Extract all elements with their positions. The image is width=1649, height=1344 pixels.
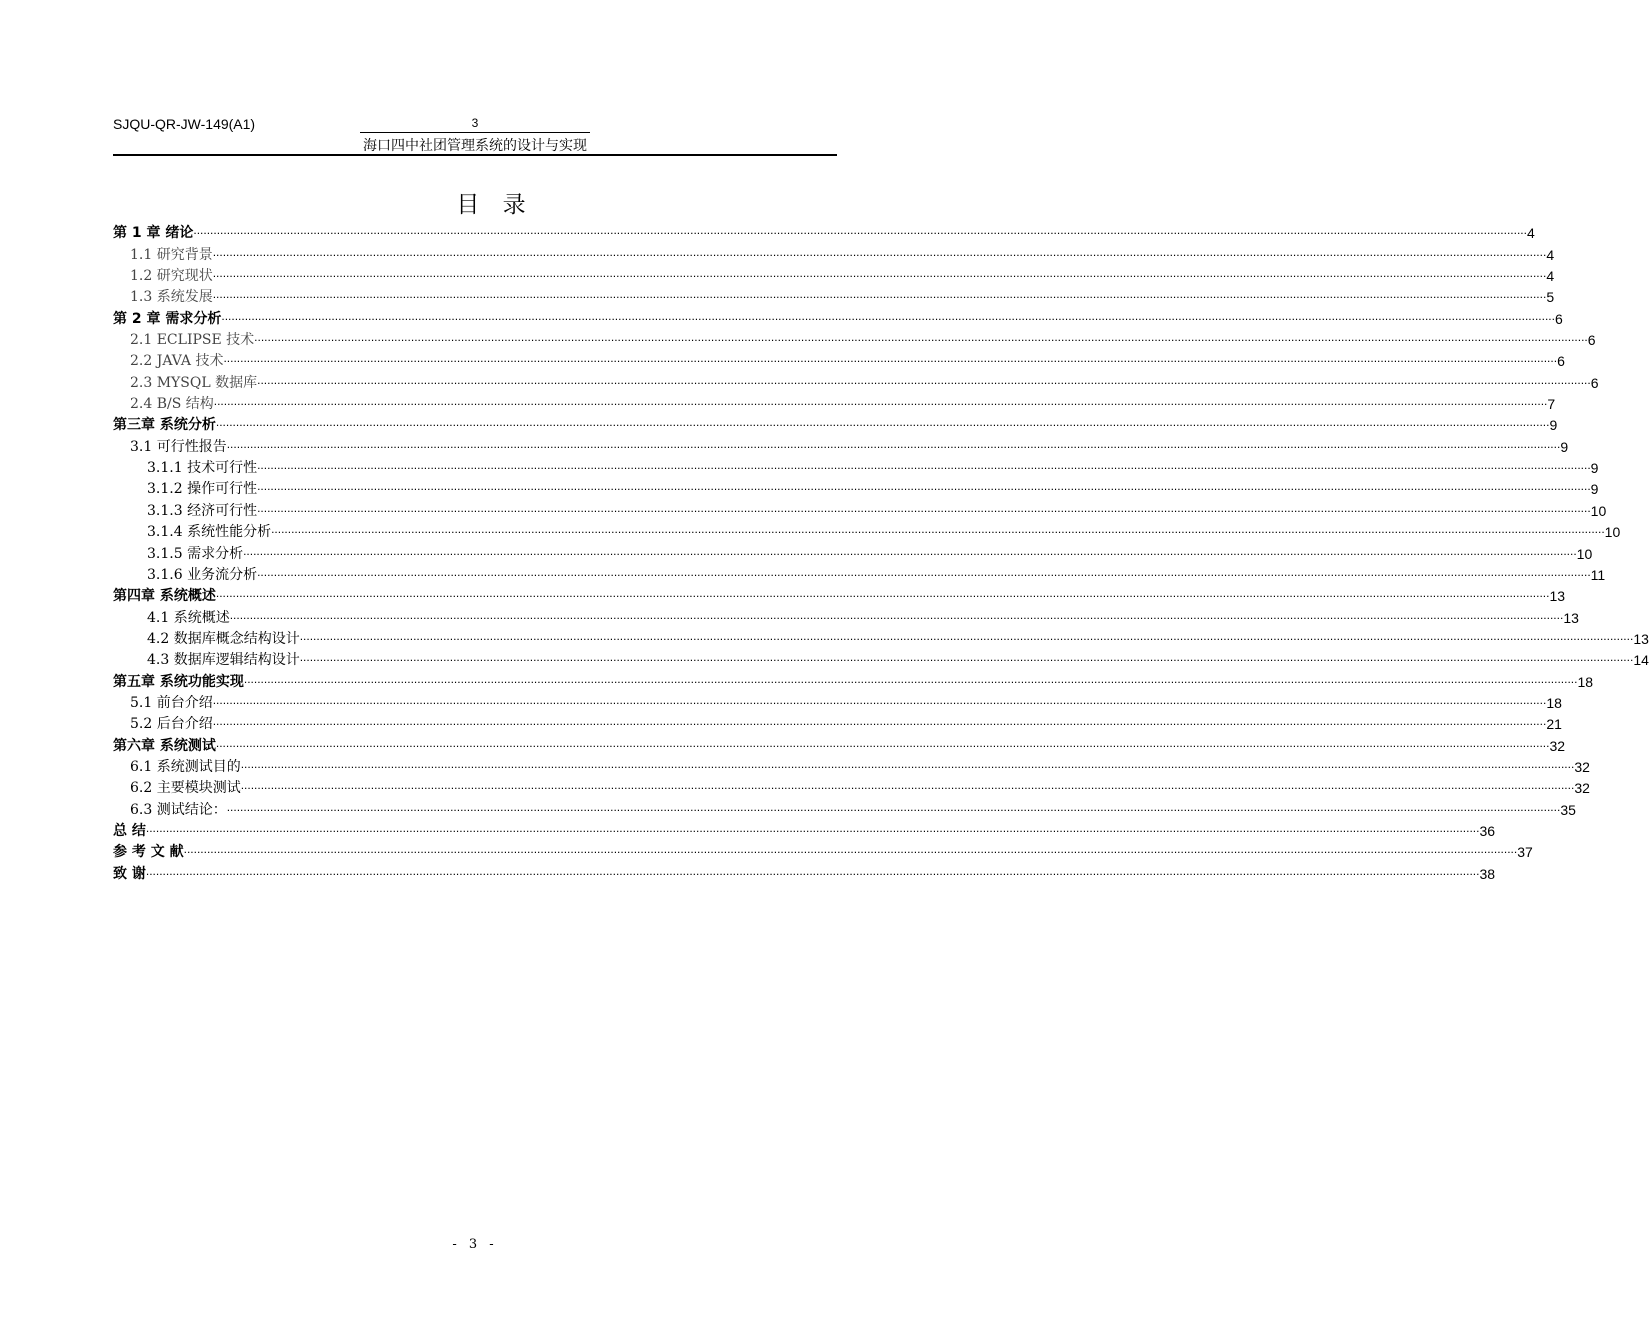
toc-entry-page: 13 (1633, 630, 1649, 647)
toc-dot-leader: ................................................................................................................................................................................................................................................................................................................................................................................................................ (226, 799, 1561, 814)
toc-dot-leader: ................................................................................................................................................................................................................................................................................................................................................................................................................ (213, 394, 1548, 409)
toc-entry-label: 第六章 系统测试 (113, 737, 216, 754)
toc-dot-leader: ................................................................................................................................................................................................................................................................................................................................................................................................................ (212, 287, 1547, 302)
toc-dot-leader: ................................................................................................................................................................................................................................................................................................................................................................................................................ (299, 650, 1634, 665)
toc-entry-page: 13 (1563, 609, 1579, 626)
toc-entry-label: 3.1.1 技术可行性 (147, 460, 258, 477)
toc-entry[interactable] (113, 563, 1606, 584)
toc-entry-page: 5 (1546, 289, 1555, 306)
toc-entry-label: 第 1 章 绪论 (113, 225, 194, 242)
header-page-number: 3 (471, 116, 479, 130)
toc-entry-page: 18 (1546, 694, 1562, 711)
toc-entry-label: 1.1 研究背景 (130, 246, 213, 263)
toc-entry[interactable] (113, 861, 1496, 882)
toc-entry-label: 致 谢 (113, 865, 146, 882)
toc-dot-leader: ................................................................................................................................................................................................................................................................................................................................................................................................................ (215, 735, 1550, 750)
toc-dot-leader: ................................................................................................................................................................................................................................................................................................................................................................................................................ (257, 372, 1591, 387)
thesis-title: 海口四中社团管理系统的设计与实现 (363, 138, 587, 154)
toc-entry-page: 32 (1574, 780, 1590, 797)
toc-entry[interactable] (113, 264, 1555, 285)
toc-entry-label: 2.3 MYSQL 数据库 (130, 374, 258, 391)
toc-entry-label: 3.1.4 系统性能分析 (147, 524, 272, 541)
toc-entry[interactable] (113, 328, 1596, 349)
toc-entry-page: 9 (1549, 417, 1558, 434)
toc-entry-page: 37 (1517, 844, 1533, 861)
toc-dot-leader: ................................................................................................................................................................................................................................................................................................................................................................................................................ (254, 330, 1588, 345)
toc-entry-page: 6 (1590, 374, 1599, 391)
toc-dot-leader: ................................................................................................................................................................................................................................................................................................................................................................................................................ (257, 458, 1591, 473)
toc-entry-label: 参 考 文 献 (113, 844, 184, 861)
toc-entry-label: 4.2 数据库概念结构设计 (147, 630, 300, 647)
toc-entry[interactable] (113, 520, 1621, 541)
toc-dot-leader: ................................................................................................................................................................................................................................................................................................................................................................................................................ (229, 607, 1564, 622)
toc-entry-page: 38 (1479, 865, 1496, 882)
toc-dot-leader: ................................................................................................................................................................................................................................................................................................................................................................................................................ (257, 500, 1591, 515)
toc-entry-page: 32 (1549, 737, 1566, 754)
toc-entry[interactable] (113, 755, 1590, 776)
toc-dot-leader: ................................................................................................................................................................................................................................................................................................................................................................................................................ (145, 863, 1480, 878)
toc-entry-page: 36 (1479, 822, 1496, 839)
toc-entry-label: 4.3 数据库逻辑结构设计 (147, 652, 300, 669)
toc-entry[interactable] (113, 306, 1563, 327)
toc-dot-leader: ................................................................................................................................................................................................................................................................................................................................................................................................................ (299, 628, 1634, 643)
footer-page-number: - 3 - (452, 1237, 498, 1252)
toc-entry[interactable] (113, 797, 1576, 818)
toc-entry[interactable] (113, 221, 1535, 242)
toc-entry-page: 4 (1526, 225, 1535, 242)
toc-entry-page: 4 (1546, 268, 1555, 285)
toc-dot-leader: ................................................................................................................................................................................................................................................................................................................................................................................................................ (226, 436, 1561, 451)
header-short-rule (360, 132, 590, 133)
toc-dot-leader: ................................................................................................................................................................................................................................................................................................................................................................................................................ (212, 244, 1547, 259)
toc-entry-page: 7 (1547, 396, 1556, 413)
toc-entry-page: 13 (1549, 588, 1566, 605)
toc-entry-label: 总 结 (113, 822, 146, 839)
document-code: SJQU-QR-JW-149(A1) (113, 116, 256, 132)
toc-entry-label: 1.2 研究现状 (130, 268, 213, 285)
table-of-contents (113, 221, 1649, 883)
toc-entry[interactable] (113, 840, 1533, 861)
toc-dot-leader: ................................................................................................................................................................................................................................................................................................................................................................................................................ (257, 479, 1591, 494)
toc-entry[interactable] (113, 285, 1555, 306)
toc-entry[interactable] (113, 712, 1562, 733)
toc-dot-leader: ................................................................................................................................................................................................................................................................................................................................................................................................................ (240, 756, 1575, 771)
toc-entry-label: 第三章 系统分析 (113, 417, 216, 434)
toc-entry[interactable] (113, 413, 1558, 434)
toc-entry-page: 10 (1576, 545, 1593, 562)
toc-entry-page: 11 (1590, 566, 1606, 583)
toc-entry[interactable] (113, 370, 1599, 391)
toc-entry-page: 32 (1574, 758, 1590, 775)
toc-entry[interactable] (113, 456, 1599, 477)
toc-entry-page: 14 (1633, 652, 1649, 669)
toc-dot-leader: ................................................................................................................................................................................................................................................................................................................................................................................................................ (243, 543, 1577, 558)
toc-entry-label: 3.1.3 经济可行性 (147, 502, 258, 519)
toc-entry-label: 6.2 主要模块测试 (130, 780, 241, 797)
toc-entry[interactable] (113, 584, 1566, 605)
toc-entry[interactable] (113, 242, 1555, 263)
toc-dot-leader: ................................................................................................................................................................................................................................................................................................................................................................................................................ (212, 692, 1547, 707)
header-rule (113, 154, 837, 156)
toc-dot-leader: ................................................................................................................................................................................................................................................................................................................................................................................................................ (215, 586, 1550, 601)
toc-dot-leader: ................................................................................................................................................................................................................................................................................................................................................................................................................ (215, 415, 1550, 430)
toc-entry[interactable] (113, 434, 1569, 455)
toc-entry-label: 3.1 可行性报告 (130, 438, 227, 455)
toc-entry-page: 10 (1590, 502, 1607, 519)
toc-dot-leader: ................................................................................................................................................................................................................................................................................................................................................................................................................ (240, 778, 1575, 793)
toc-entry[interactable] (113, 819, 1496, 840)
toc-dot-leader: ................................................................................................................................................................................................................................................................................................................................................................................................................ (271, 522, 1605, 537)
toc-entry-page: 21 (1546, 716, 1562, 733)
toc-entry[interactable] (113, 392, 1556, 413)
toc-entry-label: 2.2 JAVA 技术 (130, 353, 224, 370)
toc-entry[interactable] (113, 541, 1593, 562)
toc-entry-label: 2.1 ECLIPSE 技术 (130, 332, 255, 349)
toc-entry-page: 9 (1590, 481, 1599, 498)
toc-entry-page: 6 (1587, 332, 1596, 349)
toc-entry[interactable] (113, 691, 1562, 712)
toc-entry-label: 5.1 前台介绍 (130, 694, 213, 711)
toc-dot-leader: ................................................................................................................................................................................................................................................................................................................................................................................................................ (145, 820, 1480, 835)
toc-entry[interactable] (113, 648, 1649, 669)
toc-entry-page: 10 (1604, 524, 1621, 541)
toc-dot-leader: ................................................................................................................................................................................................................................................................................................................................................................................................................ (183, 842, 1518, 857)
toc-heading: 目 录 (456, 192, 534, 218)
toc-entry-label: 3.1.5 需求分析 (147, 545, 244, 562)
toc-entry[interactable] (113, 733, 1566, 754)
toc-entry-page: 9 (1590, 460, 1599, 477)
toc-entry-page: 18 (1577, 673, 1594, 690)
toc-entry-page: 35 (1560, 801, 1576, 818)
toc-entry[interactable] (113, 605, 1579, 626)
toc-entry-label: 第 2 章 需求分析 (113, 310, 222, 327)
toc-dot-leader: ................................................................................................................................................................................................................................................................................................................................................................................................................ (221, 308, 1555, 323)
toc-entry-label: 4.1 系统概述 (147, 609, 230, 626)
toc-entry-label: 6.3 测试结论： (130, 801, 227, 818)
toc-entry[interactable] (113, 349, 1565, 370)
toc-entry-page: 6 (1557, 353, 1565, 370)
toc-entry[interactable] (113, 669, 1594, 690)
toc-entry[interactable] (113, 776, 1590, 797)
toc-entry-label: 2.4 B/S 结构 (130, 396, 214, 413)
toc-entry-label: 5.2 后台介绍 (130, 716, 213, 733)
toc-entry[interactable] (113, 498, 1607, 519)
toc-entry-label: 第四章 系统概述 (113, 588, 216, 605)
toc-entry-label: 3.1.2 操作可行性 (147, 481, 258, 498)
toc-entry-label: 第五章 系统功能实现 (113, 673, 244, 690)
toc-entry-label: 6.1 系统测试目的 (130, 758, 241, 775)
toc-entry-page: 4 (1546, 246, 1555, 263)
toc-entry-page: 9 (1560, 438, 1569, 455)
toc-dot-leader: ................................................................................................................................................................................................................................................................................................................................................................................................................ (212, 714, 1547, 729)
toc-entry-label: 1.3 系统发展 (130, 289, 213, 306)
toc-entry[interactable] (113, 627, 1649, 648)
toc-dot-leader: ................................................................................................................................................................................................................................................................................................................................................................................................................ (223, 351, 1558, 366)
toc-dot-leader: ................................................................................................................................................................................................................................................................................................................................................................................................................ (212, 266, 1547, 281)
toc-entry-label: 3.1.6 业务流分析 (147, 566, 258, 583)
toc-entry[interactable] (113, 477, 1599, 498)
toc-dot-leader: ................................................................................................................................................................................................................................................................................................................................................................................................................ (257, 564, 1591, 579)
toc-dot-leader: ................................................................................................................................................................................................................................................................................................................................................................................................................ (193, 223, 1527, 238)
toc-entry-page: 6 (1554, 310, 1563, 327)
toc-dot-leader: ................................................................................................................................................................................................................................................................................................................................................................................................................ (243, 671, 1578, 686)
